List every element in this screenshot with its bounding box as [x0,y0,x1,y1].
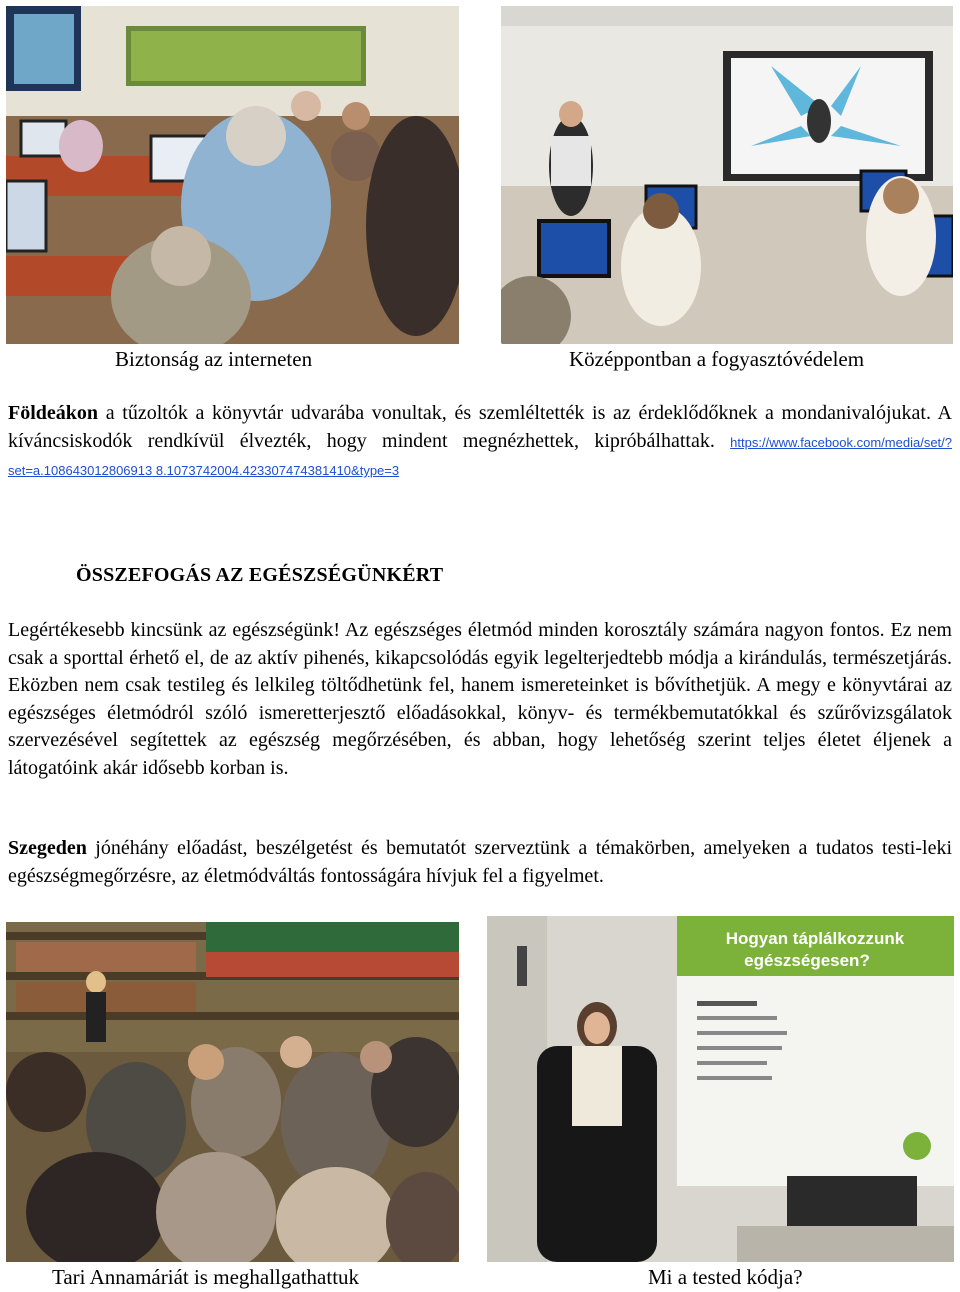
photo-caption: Tari Annamáriát is meghallgathattuk [52,1265,360,1289]
paragraph-text: a tűzoltók a könyvtár udvarába vonultak, és szemléltették is az érdeklődőknek a mondanivalójukat. A kíváncsiskodók rendkívül élvezték, hogy mindent megnézhettek, kipróbálhattak. [8,402,952,452]
slide-title-line1: Hogyan táplálkozzunk [725,929,905,948]
section-heading: ÖSSZEFOGÁS AZ EGÉSZSÉGÜNKÉRT [76,564,444,586]
paragraph-health: Legértékesebb kincsünk az egészségünk! Az egészséges életmód minden korosztály számára nagyon fontos. Ez nem csak a sporttal érhető el, de az aktív pihenés, kikapcsolódás egyik legelterjedtebb módja a kirándulás, természetjárás. Eközben nem csak testileg és lelkileg töltődhetünk fel, hanem ismereteinket is bővíthetjük. A megy e könyvtárai az egészséges életmódról szóló ismeretterjesztő előadásokkal, könyv- és termékbemutatókkal és szűrővizsgálatok szervezésével segítettek az egészség megőrzésében, és abban, hogy lehetőség szerint teljes életet éljenek a látogatóink akár idősebb korban is. [8,619,952,779]
speaker-slide-photo [487,916,954,1262]
facebook-album-link[interactable]: https://www.facebook.com/media/set/?set=a.108643012806913 8.1073742004.423307474381410&type=3 [8,434,952,478]
presentation-projector-photo [501,6,953,344]
paragraph-szeged [8,835,952,890]
slide-title-line2: egészségesen? [744,951,870,970]
photo-caption: Mi a tested kódja? [648,1265,803,1289]
paragraph-text: jónéhány előadást, beszélgetést és bemutatót szerveztünk a témakörben, amelyeken a tudatos testi-leki egészségmegőrzésre, az életmódváltás fontosságára hívjuk fel a figyelmet. [8,837,952,887]
place-name: Földeákon [8,402,99,424]
photo-caption: Biztonság az interneten [115,347,313,371]
photo-caption: Középpontban a fogyasztóvédelem [569,347,865,371]
classroom-computers-photo [6,6,459,344]
place-name: Szegeden [8,837,87,859]
library-audience-photo [6,922,459,1262]
paragraph-foldeak [8,400,952,485]
